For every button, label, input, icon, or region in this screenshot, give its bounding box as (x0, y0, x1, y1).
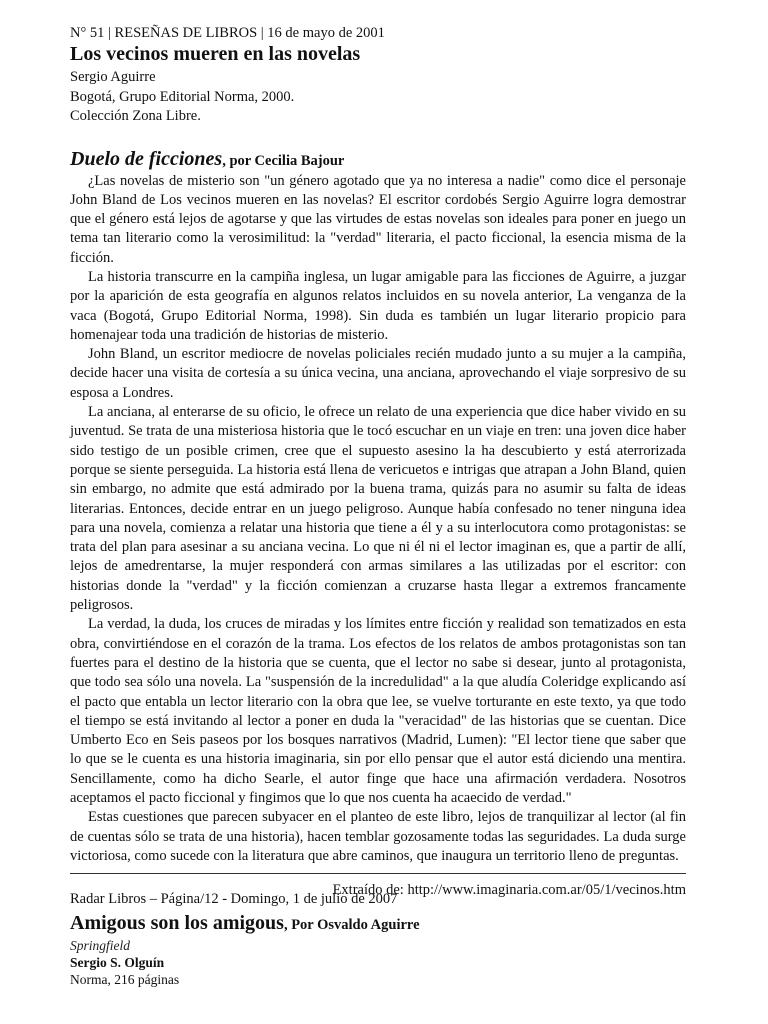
review-byline: , por Cecilia Bajour (222, 152, 345, 169)
review-title: Duelo de ficciones (70, 147, 223, 170)
footer-heading (70, 910, 686, 937)
book-publisher: Bogotá, Grupo Editorial Norma, 2000. (70, 88, 295, 105)
section-divider (70, 873, 686, 874)
review-paragraph: La verdad, la duda, los cruces de miradas y los límites entre ficción y realidad son tematizados en esta obra, convirtiéndose en el corazón de la trama. Los efectos de los relatos de ambos protagonistas son tan fuertes para el destino de la historia que se cuenta, que el lector no sabe si desear, junto al protagonista, que todo sea sólo una novela. La "suspensión de la incredulidad" a la que aludía Coleridge explicando así el pacto que entabla un lector literario con la obra que lee, se vuelve torturante en este texto, ya que todo el tiempo se está invitando al lector a poner en duda la "veracidad" de las historias que se cuentan. Dice Umberto Eco en Seis paseos por los bosques narrativos (Madrid, Lumen): "El lector tiene que saber que lo que se le cuenta es una historia imaginaria, sin por ello pensar que el autor está diciendo una mentira. Sencillamente, como ha dicho Searle, el autor finge que hace una afirmación verdadera. Nosotros aceptamos el pacto ficcional y fingimos que lo que nos cuenta ha acaecido de verdad." (70, 616, 686, 806)
issue-meta: N° 51 | RESEÑAS DE LIBROS | 16 de mayo de 2001 (70, 25, 385, 41)
footer-publisher: Norma, 216 páginas (70, 972, 180, 987)
footer-meta: Radar Libros – Página/12 - Domingo, 1 de julio de 2007 (70, 891, 398, 907)
review-paragraph: La historia transcurre en la campiña inglesa, un lugar amigable para las ficciones de Aguirre, a juzgar por la aparición de esta geografía en algunos relatos incluidos en su novela anterior, La venganza de la vaca (Bogotá, Grupo Editorial Norma, 1998). Sin duda es también un lugar literario propicio para homenajear toda una tradición de historias de misterio. (70, 268, 686, 343)
book-collection: Colección Zona Libre. (70, 108, 201, 124)
book-author: Sergio Aguirre (70, 69, 156, 85)
footer-author: Sergio S. Olguín (70, 955, 165, 970)
footer-title: Amigous son los amigous (70, 912, 284, 934)
footer-subtitle: Springfield (70, 938, 130, 953)
source-citation: Extraído de: http://www.imaginaria.com.ar/05/1/vecinos.htm (332, 882, 686, 899)
review-paragraph: John Bland, un escritor mediocre de novelas policiales recién mudado junto a su mujer a la campiña, decide hacer una visita de cortesía a su única vecina, una anciana, aprovechando el viaje sorpresivo de su esposa a Londres. (70, 346, 686, 401)
first-review (70, 24, 686, 900)
review-paragraph: ¿Las novelas de misterio son "un género agotado que ya no interesa a nadie" como dice el personaje John Bland de Los vecinos mueren en las novelas? El escritor cordobés Sergio Aguirre logra demostrar que el género está lejos de agotarse y que las virtudes de estas novelas son ideales para poner en juego un tema tan literario como la verosimilitud: la "verdad" literaria, el pacto ficcional, la esencia misma de la ficción. (70, 172, 686, 266)
review-paragraph: Estas cuestiones que parecen subyacer en el planteo de este libro, lejos de tranquilizar al lector (al fin de cuentas sólo se trata de una historia), hacen temblar gozosamente todas las seguridades. La duda surge victoriosa, como sucede con la literatura que abre caminos, que inaugura un territorio lleno de preguntas. (70, 809, 686, 864)
footer-byline: , Por Osvaldo Aguirre (283, 917, 420, 933)
second-review (70, 890, 686, 988)
review-paragraph: La anciana, al enterarse de su oficio, le ofrece un relato de una experiencia que dice haber vivido en su juventud. Se trata de una misteriosa historia que le tocó escuchar en un viaje en tren: una joven dice haber sido testigo de un posible crimen, cree que el supuesto asesino la ha descubierto y está aterrorizada porque se siente perseguida. La historia está llena de vericuetos e intrigas que atrapan a John Bland, quien sin embargo, no admite que está admirado por la buena trama, quizás para no asumir su falta de ideas literarias. Entonces, decide entrar en un juego peligroso. Aunque había confesado no tener ninguna idea para una novela, comienza a relatar una historia que tiene a él y a su interlocutora como protagonistas: se trata del plan para asesinar a su anciana vecina. Lo que ni él ni el lector imaginan es, que a partir de allí, lejos de amedrentarse, la mujer responderá con armas similares a las utilizadas por el escritor: con historias donde la "verdad" y la ficción comienzan a cruzarse hasta llegar a extremos francamente peligrosos. (70, 404, 686, 614)
review-heading (70, 147, 686, 172)
book-title: Los vecinos mueren en las novelas (70, 43, 361, 65)
review-body (70, 172, 686, 867)
